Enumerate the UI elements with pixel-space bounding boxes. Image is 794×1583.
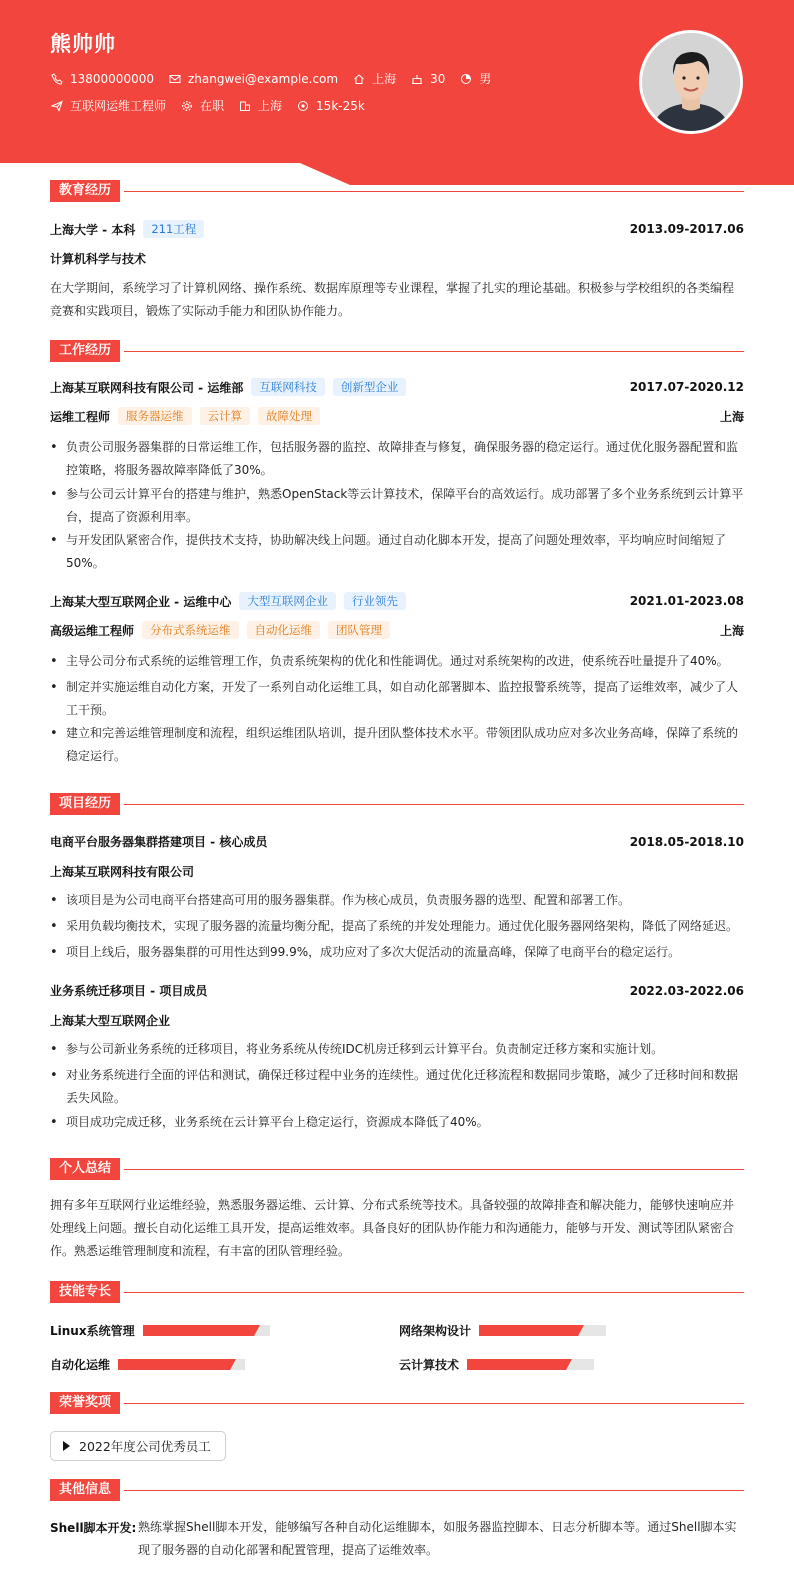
gender-icon	[459, 72, 473, 86]
skill-item	[50, 1356, 245, 1373]
major: 计算机科学与技术	[50, 252, 147, 266]
skill-name: 云计算技术	[399, 1358, 460, 1372]
skill-bar	[118, 1359, 245, 1370]
skill-bar-fill	[479, 1325, 578, 1336]
skill-bar-fill	[467, 1359, 566, 1370]
education-major-row	[50, 250, 744, 267]
skill-item	[399, 1356, 594, 1373]
skill-tag: 服务器运维	[118, 407, 192, 425]
gear-icon	[180, 99, 194, 113]
city-item	[238, 97, 282, 114]
section-education	[50, 180, 744, 202]
other-label: Shell脚本开发:	[50, 1521, 137, 1535]
location-item	[352, 70, 396, 87]
home-icon	[352, 72, 366, 86]
work-header	[50, 378, 744, 396]
section-title: 工作经历	[50, 340, 120, 362]
company-tag: 行业领先	[344, 592, 406, 610]
award-text: 2022年度公司优秀员工	[79, 1439, 211, 1454]
project-header	[50, 833, 744, 850]
age-text: 30	[430, 71, 446, 86]
other-text: 熟练掌握Shell脚本开发，能够编写各种自动化运维脚本，如服务器监控脚本、日志分析脚本等。通过Shell脚本实现了服务器的自动化部署和配置管理，提高了运维效率。	[138, 1520, 737, 1557]
salary-item	[296, 99, 365, 113]
award-item	[50, 1431, 226, 1461]
section-divider	[124, 191, 744, 192]
city-text: 上海	[258, 99, 283, 113]
project-date: 2018.05-2018.10	[629, 834, 744, 849]
education-header	[50, 220, 744, 238]
section-title: 荣誉奖项	[50, 1392, 120, 1414]
job-row	[50, 97, 379, 114]
gender-text: 男	[479, 72, 492, 86]
work-bullet: • 参与公司云计算平台的搭建与维护，熟悉OpenStack等云计算技术，保障平台的高效运行。成功部署了多个业务系统到云计算平台，提高了资源利用率。	[50, 483, 744, 529]
section-honors	[50, 1392, 744, 1414]
skill-tag: 云计算	[200, 407, 251, 425]
section-title: 项目经历	[50, 793, 120, 815]
section-other	[50, 1479, 744, 1501]
project-date: 2022.03-2022.06	[629, 983, 744, 998]
section-title: 技能专长	[50, 1281, 120, 1303]
summary-text: 拥有多年互联网行业运维经验，熟悉服务器运维、云计算、分布式系统等技术。具备较强的故障排查和解决能力，能够快速响应并处理线上问题。擅长自动化运维工具开发，提高运维效率。具备良好的团队协作能力和沟通能力，能够与开发、测试等团队紧密合作。熟悉运维管理制度和流程，有丰富的团队管理经验。	[50, 1198, 735, 1258]
project-name: 电商平台服务器集群搭建项目 - 核心成员	[50, 835, 268, 849]
education-date: 2013.09-2017.06	[629, 222, 744, 236]
project-org: 上海某互联网科技有限公司	[50, 865, 195, 879]
email-text: zhangwei@example.com	[187, 71, 339, 86]
project-bullet: • 项目上线后，服务器集群的可用性达到99.9%，成功应对了多次大促活动的流量高峰，保障了电商平台的稳定运行。	[50, 941, 744, 964]
candidate-name: 熊帅帅	[50, 32, 116, 56]
skill-name: 网络架构设计	[399, 1324, 472, 1338]
skill-tag: 自动化运维	[247, 621, 321, 639]
skill-item	[399, 1322, 606, 1339]
avatar	[639, 30, 743, 134]
company-tag: 大型互联网企业	[239, 592, 336, 610]
work-bullet: • 建立和完善运维管理制度和流程，组织运维团队培训，提升团队整体技术水平。带领团队成功应对多次业务高峰，保障了系统的稳定运行。	[50, 722, 744, 768]
project-org: 上海某大型互联网企业	[50, 1014, 171, 1028]
company-name: 上海某互联网科技有限公司 - 运维部	[50, 380, 244, 395]
work-role-row	[50, 407, 744, 425]
mail-icon	[168, 72, 182, 86]
skill-tag: 团队管理	[328, 621, 390, 639]
skill-item	[50, 1322, 270, 1339]
email-item	[168, 72, 338, 86]
skill-bar-fill	[143, 1325, 255, 1336]
status-text: 在职	[200, 99, 225, 113]
project-bullet: • 对业务系统进行全面的评估和测试，确保迁移过程中业务的连续性。通过优化迁移流程和数据同步策略，减少了迁移时间和数据丢失风险。	[50, 1064, 744, 1110]
section-title: 教育经历	[50, 180, 120, 202]
send-icon	[50, 99, 64, 113]
project-header	[50, 982, 744, 999]
skill-bar	[143, 1325, 270, 1336]
contact-row	[50, 70, 505, 87]
section-divider	[124, 1169, 744, 1170]
company-tag: 互联网科技	[251, 378, 325, 396]
company-tag: 创新型企业	[333, 378, 407, 396]
company-name: 上海某大型互联网企业 - 运维中心	[50, 594, 232, 609]
skill-name: Linux系统管理	[50, 1324, 135, 1338]
role-title: 运维工程师	[50, 409, 111, 424]
work-header	[50, 592, 744, 610]
phone-text: 13800000000	[70, 71, 154, 86]
role-title: 高级运维工程师	[50, 623, 135, 638]
cake-icon	[410, 72, 424, 86]
location-text: 上海	[372, 72, 397, 86]
section-title: 个人总结	[50, 1158, 120, 1180]
skill-tag: 故障处理	[258, 407, 320, 425]
project-bullet: • 项目成功完成迁移，业务系统在云计算平台上稳定运行，资源成本降低了40%。	[50, 1111, 744, 1134]
age-item	[410, 72, 445, 86]
skill-tag: 分布式系统运维	[142, 621, 239, 639]
salary-icon	[296, 99, 310, 113]
resume-header	[0, 0, 794, 185]
work-bullet: • 与开发团队紧密合作，提供技术支持，协助解决线上问题。通过自动化脚本开发，提高了问题处理效率，平均响应时间缩短了50%。	[50, 529, 744, 575]
building-icon	[238, 99, 252, 113]
work-bullet: • 负责公司服务器集群的日常运维工作，包括服务器的监控、故障排查与修复，确保服务器的稳定运行。通过优化服务器配置和监控策略，将服务器故障率降低了30%。	[50, 436, 744, 482]
section-skills	[50, 1281, 744, 1303]
section-projects	[50, 793, 744, 815]
school-tag: 211工程	[143, 220, 204, 238]
skill-bar	[479, 1325, 606, 1336]
work-role-row	[50, 621, 744, 639]
phone-item	[50, 72, 154, 86]
job-title-item	[50, 97, 166, 114]
section-divider	[124, 1292, 744, 1293]
section-divider	[124, 1403, 744, 1404]
project-bullet: • 采用负载均衡技术，实现了服务器的流量均衡分配，提高了系统的并发处理能力。通过优化服务器网络架构，降低了网络延迟。	[50, 915, 744, 938]
work-bullet: • 制定并实施运维自动化方案，开发了一系列自动化运维工具，如自动化部署脚本、监控报警系统等，提高了运维效率，减少了人工干预。	[50, 676, 744, 722]
gender-item	[459, 70, 491, 87]
section-divider	[124, 1490, 744, 1491]
school-name: 上海大学 - 本科	[50, 222, 136, 237]
skill-bar	[467, 1359, 594, 1370]
section-divider	[124, 351, 744, 352]
section-title: 其他信息	[50, 1479, 120, 1501]
work-date: 2021.01-2023.08	[629, 594, 744, 608]
section-work	[50, 340, 744, 362]
project-bullet: • 参与公司新业务系统的迁移项目，将业务系统从传统IDC机房迁移到云计算平台。负责制定迁移方案和实施计划。	[50, 1038, 744, 1061]
education-description: 在大学期间，系统学习了计算机网络、操作系统、数据库原理等专业课程，掌握了扎实的理论基础。积极参与学校组织的各类编程竞赛和实践项目，锻炼了实际动手能力和团队协作能力。	[50, 281, 735, 318]
work-bullet: • 主导公司分布式系统的运维管理工作，负责系统架构的优化和性能调优。通过对系统架构的改进，使系统吞吐量提升了40%。	[50, 650, 744, 673]
project-bullet: • 该项目是为公司电商平台搭建高可用的服务器集群。作为核心成员，负责服务器的选型、配置和部署工作。	[50, 889, 744, 912]
project-org-row	[50, 863, 744, 880]
phone-icon	[50, 72, 64, 86]
project-name: 业务系统迁移项目 - 项目成员	[50, 984, 208, 998]
section-summary	[50, 1158, 744, 1180]
project-org-row	[50, 1012, 744, 1029]
work-city: 上海	[719, 623, 744, 638]
skill-name: 自动化运维	[50, 1358, 111, 1372]
salary-text: 15k-25k	[316, 98, 365, 113]
job-title-text: 互联网运维工程师	[70, 99, 167, 113]
avatar-photo	[642, 33, 740, 131]
status-item	[180, 97, 224, 114]
triangle-right-icon	[63, 1441, 70, 1451]
skill-bar-fill	[118, 1359, 230, 1370]
section-divider	[124, 804, 744, 805]
work-date: 2017.07-2020.12	[629, 380, 744, 394]
work-city: 上海	[719, 409, 744, 424]
